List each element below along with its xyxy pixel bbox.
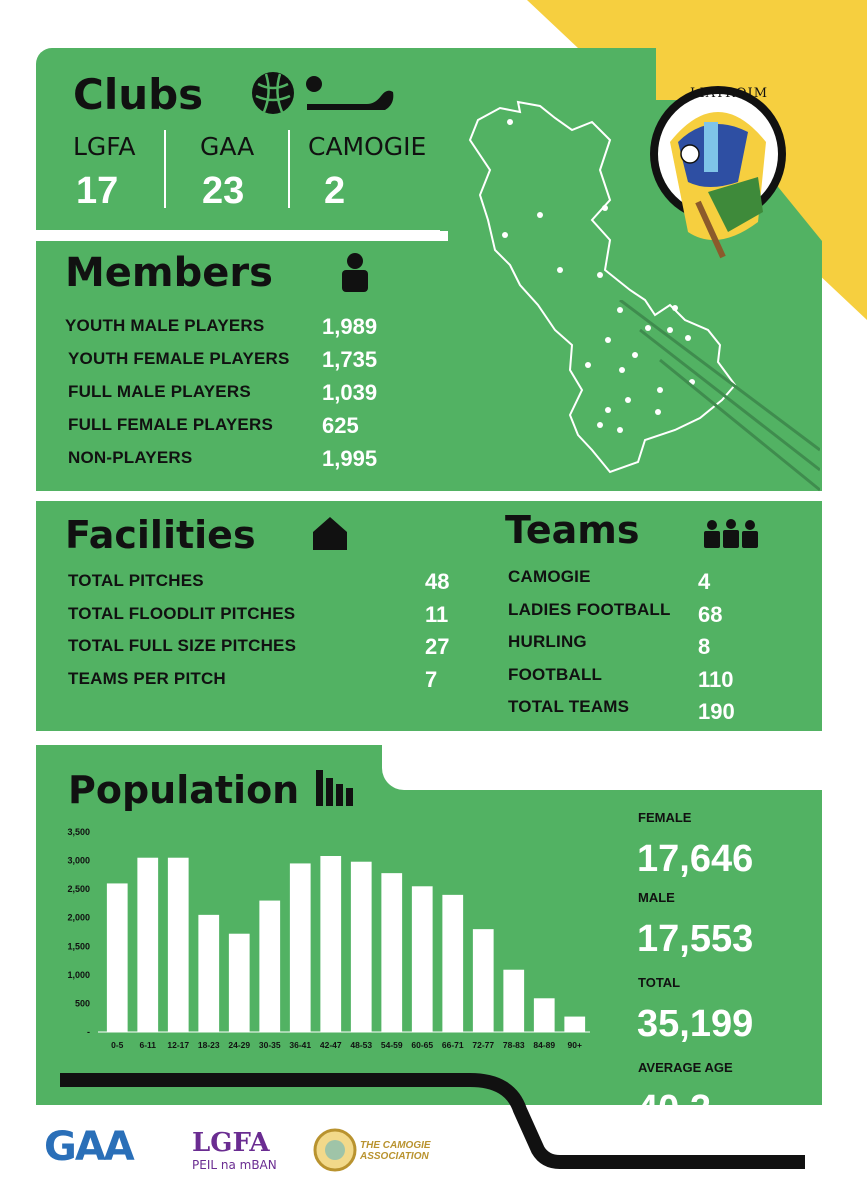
camogie-emblem-icon <box>313 1128 357 1172</box>
teams-row-label: FOOTBALL <box>508 664 603 684</box>
y-tick-label: 1,500 <box>67 941 90 952</box>
teams-row-value: 4 <box>698 569 711 594</box>
x-tick-label: 18-23 <box>197 1040 220 1050</box>
x-tick-label: 66-71 <box>441 1040 464 1050</box>
population-stat-label: AVERAGE AGE <box>638 1060 733 1075</box>
facilities-row-label: TOTAL FULL SIZE PITCHES <box>68 636 297 655</box>
clubs-lgfa-value: 17 <box>76 170 119 212</box>
members-row-value: 1,989 <box>322 314 378 339</box>
map-panel-link <box>440 48 640 108</box>
members-row-value: 1,995 <box>322 446 378 471</box>
members-row-label: FULL MALE PLAYERS <box>68 382 251 401</box>
population-bar <box>381 873 402 1032</box>
gaa-logo: GAA <box>44 1124 133 1170</box>
clubs-gaa-label: GAA <box>200 132 255 161</box>
facilities-row-value: 27 <box>425 634 450 659</box>
population-bar <box>198 915 219 1032</box>
x-tick-label: 78-83 <box>502 1040 525 1050</box>
population-bar <box>534 998 555 1032</box>
population-bar <box>259 901 280 1032</box>
population-stat-label: MALE <box>638 890 675 905</box>
clubs-lgfa-label: LGFA <box>73 132 136 161</box>
population-bar <box>137 858 158 1032</box>
population-bar <box>442 895 463 1032</box>
x-tick-label: 72-77 <box>472 1040 495 1050</box>
population-bar <box>351 862 372 1032</box>
members-facilities-separator <box>36 491 796 501</box>
x-tick-label: 60-65 <box>411 1040 434 1050</box>
y-tick-label: 500 <box>74 998 90 1009</box>
population-bar <box>412 886 433 1032</box>
facilities-row-value: 48 <box>425 569 450 594</box>
facilities-row-value: 11 <box>425 601 449 627</box>
clubs-divider <box>288 130 290 208</box>
clubs-title: Clubs <box>73 70 204 119</box>
lgfa-logo-subtext: PEIL na mBAN <box>192 1158 277 1172</box>
clubs-camogie-label: CAMOGIE <box>308 132 427 161</box>
x-tick-label: 36-41 <box>289 1040 312 1050</box>
y-tick-label: 2,500 <box>67 884 90 895</box>
population-stat-label: FEMALE <box>638 810 692 825</box>
members-row-value: 1,735 <box>322 347 378 372</box>
teams-row-value: 190 <box>698 699 735 724</box>
population-bar <box>473 929 494 1032</box>
house-icon <box>312 516 348 550</box>
members-title: Members <box>65 250 273 296</box>
y-tick-label: 3,000 <box>67 855 90 866</box>
hurley-icon <box>305 74 395 114</box>
county-crest <box>648 82 798 262</box>
teams-title: Teams <box>505 508 640 552</box>
teams-row-label: HURLING <box>508 632 587 651</box>
population-stat-label: TOTAL <box>638 975 681 990</box>
camogie-logo: THE CAMOGIE ASSOCIATION <box>360 1140 431 1162</box>
football-icon <box>250 70 296 116</box>
bar-chart-icon <box>316 770 354 806</box>
facilities-title: Facilities <box>65 513 256 557</box>
person-icon <box>340 252 370 292</box>
y-tick-label: 2,000 <box>67 912 90 923</box>
facilities-row-label: TOTAL PITCHES <box>68 571 204 590</box>
facilities-row-label: TOTAL FLOODLIT PITCHES <box>68 603 296 623</box>
population-bar <box>168 858 189 1032</box>
members-row-label: FULL FEMALE PLAYERS <box>68 415 273 434</box>
members-row-label: YOUTH FEMALE PLAYERS <box>68 349 290 368</box>
facilities-row-value: 7 <box>425 666 438 692</box>
x-tick-label: 54-59 <box>380 1040 403 1050</box>
y-tick-label: - <box>87 1027 90 1037</box>
facilities-row-label: TEAMS PER PITCH <box>68 668 226 688</box>
clubs-divider <box>164 130 166 208</box>
population-stat-value: 17,553 <box>637 918 754 960</box>
population-stat-value: 35,199 <box>637 1003 754 1045</box>
clubs-gaa-value: 23 <box>202 170 245 212</box>
x-tick-label: 90+ <box>567 1040 582 1050</box>
population-stat-value: 40.2 <box>637 1088 711 1130</box>
teams-row-label: LADIES FOOTBALL <box>508 599 671 619</box>
population-bar <box>107 883 128 1032</box>
y-tick-label: 3,500 <box>67 827 90 837</box>
clubs-camogie-value: 2 <box>324 170 346 212</box>
population-bar <box>564 1017 585 1032</box>
crest-label: LIATROIM <box>690 86 769 101</box>
x-tick-label: 6-11 <box>139 1040 157 1050</box>
population-bar <box>229 934 250 1032</box>
teams-row-label: CAMOGIE <box>508 567 591 586</box>
x-tick-label: 0-5 <box>111 1040 124 1050</box>
x-tick-label: 24-29 <box>228 1040 251 1050</box>
population-stat-value: 17,646 <box>637 838 754 880</box>
members-row-value: 1,039 <box>322 380 378 405</box>
population-title: Population <box>68 768 300 812</box>
teams-row-value: 68 <box>698 601 723 627</box>
members-row-label: YOUTH MALE PLAYERS <box>65 316 265 335</box>
x-tick-label: 12-17 <box>167 1040 190 1050</box>
x-tick-label: 48-53 <box>350 1040 373 1050</box>
population-bar <box>320 856 341 1032</box>
group-icon <box>703 518 759 548</box>
teams-row-value: 110 <box>698 666 734 692</box>
population-panel-notch <box>382 745 822 790</box>
x-tick-label: 30-35 <box>258 1040 281 1050</box>
members-row-label: NON-PLAYERS <box>68 448 193 467</box>
population-chart <box>56 820 596 1060</box>
teams-row-label: TOTAL TEAMS <box>508 697 630 716</box>
teams-row-value: 8 <box>698 634 711 659</box>
members-row-value: 625 <box>322 413 359 438</box>
decorative-lines <box>600 300 820 520</box>
y-tick-label: 1,000 <box>67 969 90 980</box>
population-bar <box>290 863 311 1032</box>
x-tick-label: 42-47 <box>319 1040 342 1050</box>
population-bar <box>503 970 524 1032</box>
clubs-members-separator <box>36 231 448 241</box>
x-tick-label: 84-89 <box>533 1040 556 1050</box>
lgfa-logo: LGFA <box>192 1128 270 1158</box>
